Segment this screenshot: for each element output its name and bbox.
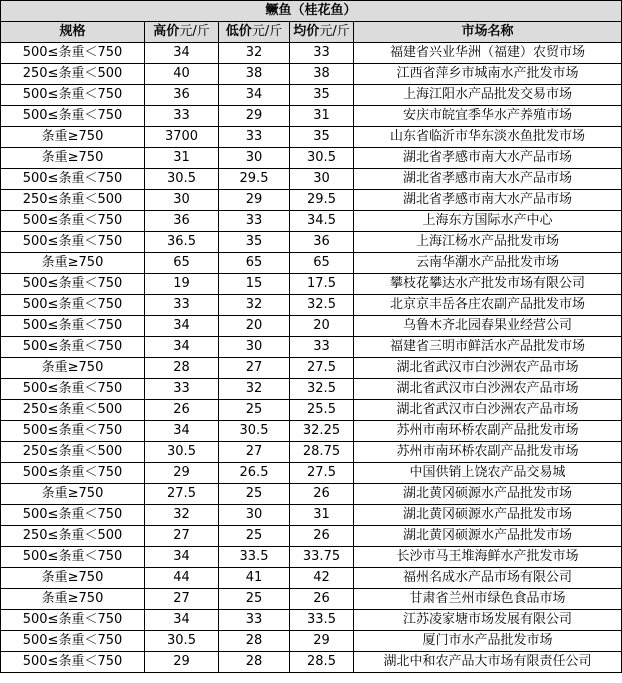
cell-market: 湖北黄冈硕源水产品批发市场 [354,505,622,526]
header-spec-label: 规格 [59,24,86,39]
cell-low: 33 [219,127,290,148]
cell-market: 湖北省孝感市南大水产品市场 [354,190,622,211]
cell-low: 33.5 [219,547,290,568]
cell-high: 3700 [145,127,219,148]
cell-high: 27.5 [145,484,219,505]
cell-spec: 500≤条重＜750 [1,211,145,232]
cell-high: 40 [145,64,219,85]
cell-market: 攀枝花攀达水产批发市场有限公司 [354,274,622,295]
cell-market: 云南华潮水产品批发市场 [354,253,622,274]
cell-market: 北京京丰岳各庄农副产品批发市场 [354,295,622,316]
cell-spec: 条重≥750 [1,253,145,274]
cell-avg: 20 [290,316,354,337]
cell-high: 34 [145,421,219,442]
table-title: 鳜鱼（桂花鱼） [1,1,622,22]
cell-high: 27 [145,589,219,610]
cell-spec: 500≤条重＜750 [1,274,145,295]
cell-low: 35 [219,232,290,253]
cell-spec: 500≤条重＜750 [1,463,145,484]
cell-market: 湖北黄冈硕源水产品批发市场 [354,484,622,505]
cell-low: 20 [219,316,290,337]
cell-market: 长沙市马王堆海鲜水产批发市场 [354,547,622,568]
table-row [1,43,622,64]
cell-avg: 33 [290,337,354,358]
cell-high: 34 [145,337,219,358]
cell-spec: 500≤条重＜750 [1,106,145,127]
cell-low: 30 [219,337,290,358]
cell-avg: 26 [290,484,354,505]
cell-high: 31 [145,148,219,169]
cell-high: 32 [145,505,219,526]
cell-low: 27 [219,358,290,379]
header-market [354,22,622,43]
cell-market: 湖北省武汉市白沙洲农产品市场 [354,379,622,400]
cell-spec: 250≤条重＜500 [1,64,145,85]
cell-avg: 31 [290,505,354,526]
cell-market: 上海江杨水产品批发市场 [354,232,622,253]
cell-avg: 33.75 [290,547,354,568]
cell-spec: 250≤条重＜500 [1,526,145,547]
cell-market: 湖北省孝感市南大水产品市场 [354,169,622,190]
cell-high: 30 [145,190,219,211]
cell-spec: 500≤条重＜750 [1,652,145,673]
header-avg [290,22,354,43]
cell-market: 山东省临沂市华东淡水鱼批发市场 [354,127,622,148]
cell-high: 19 [145,274,219,295]
cell-avg: 29.5 [290,190,354,211]
cell-high: 65 [145,253,219,274]
cell-spec: 500≤条重＜750 [1,379,145,400]
header-high-label: 高价 [153,24,180,39]
cell-spec: 250≤条重＜500 [1,190,145,211]
cell-avg: 26 [290,589,354,610]
cell-market: 湖北中和农产品大市场有限责任公司 [354,652,622,673]
table-row [1,253,622,274]
cell-low: 30 [219,148,290,169]
table-row [1,316,622,337]
header-low-unit: 元/斤 [251,24,283,39]
table-row [1,463,622,484]
cell-high: 34 [145,43,219,64]
cell-high: 30.5 [145,631,219,652]
cell-high: 30.5 [145,442,219,463]
cell-high: 34 [145,316,219,337]
table-row [1,652,622,673]
cell-avg: 29 [290,631,354,652]
cell-high: 33 [145,379,219,400]
table-row [1,589,622,610]
table-row [1,379,622,400]
cell-avg: 32.5 [290,295,354,316]
cell-avg: 30.5 [290,148,354,169]
table-row [1,505,622,526]
cell-low: 26.5 [219,463,290,484]
table-row [1,421,622,442]
cell-avg: 33 [290,43,354,64]
cell-spec: 500≤条重＜750 [1,610,145,631]
header-avg-label: 均价 [293,24,320,39]
cell-avg: 17.5 [290,274,354,295]
header-high [145,22,219,43]
cell-avg: 28.5 [290,652,354,673]
cell-low: 32 [219,379,290,400]
table-row [1,442,622,463]
cell-high: 36 [145,85,219,106]
cell-market: 福建省兴业华洲（福建）农贸市场 [354,43,622,64]
cell-market: 江西省萍乡市城南水产批发市场 [354,64,622,85]
cell-spec: 条重≥750 [1,127,145,148]
cell-market: 湖北省武汉市白沙洲农产品市场 [354,400,622,421]
header-market-label: 市场名称 [461,24,514,39]
cell-low: 34 [219,85,290,106]
cell-avg: 38 [290,64,354,85]
cell-spec: 500≤条重＜750 [1,316,145,337]
cell-market: 湖北省孝感市南大水产品市场 [354,148,622,169]
cell-spec: 500≤条重＜750 [1,547,145,568]
cell-spec: 条重≥750 [1,484,145,505]
header-row [1,22,622,43]
cell-low: 28 [219,631,290,652]
cell-avg: 27.5 [290,463,354,484]
table-row [1,85,622,106]
table-row [1,169,622,190]
cell-avg: 65 [290,253,354,274]
table-row [1,148,622,169]
cell-high: 27 [145,526,219,547]
cell-spec: 条重≥750 [1,589,145,610]
cell-low: 25 [219,526,290,547]
cell-spec: 条重≥750 [1,148,145,169]
cell-avg: 35 [290,85,354,106]
cell-spec: 500≤条重＜750 [1,505,145,526]
cell-low: 30.5 [219,421,290,442]
cell-market: 上海东方国际水产中心 [354,211,622,232]
cell-avg: 42 [290,568,354,589]
cell-spec: 条重≥750 [1,358,145,379]
cell-low: 25 [219,400,290,421]
cell-market: 苏州市南环桥农副产品批发市场 [354,421,622,442]
cell-spec: 500≤条重＜750 [1,85,145,106]
table-row [1,610,622,631]
cell-avg: 35 [290,127,354,148]
cell-market: 福州名成水产品市场有限公司 [354,568,622,589]
cell-market: 中国供销上饶农产品交易城 [354,463,622,484]
table-row [1,631,622,652]
cell-market: 苏州市南环桥农副产品批发市场 [354,442,622,463]
cell-spec: 250≤条重＜500 [1,400,145,421]
table-row [1,190,622,211]
title-row [1,1,622,22]
table-row [1,232,622,253]
cell-high: 33 [145,295,219,316]
cell-spec: 条重≥750 [1,568,145,589]
cell-avg: 33.5 [290,610,354,631]
cell-high: 26 [145,400,219,421]
table-row [1,547,622,568]
cell-avg: 32.25 [290,421,354,442]
cell-avg: 25.5 [290,400,354,421]
cell-low: 33 [219,211,290,232]
cell-low: 41 [219,568,290,589]
cell-low: 25 [219,484,290,505]
cell-market: 江苏凌家塘市场发展有限公司 [354,610,622,631]
table-row [1,64,622,85]
table-body [1,43,622,673]
cell-low: 30 [219,505,290,526]
cell-high: 34 [145,610,219,631]
cell-high: 44 [145,568,219,589]
cell-low: 25 [219,589,290,610]
cell-low: 32 [219,43,290,64]
table-row [1,106,622,127]
cell-avg: 30 [290,169,354,190]
cell-high: 33 [145,106,219,127]
cell-low: 15 [219,274,290,295]
cell-spec: 500≤条重＜750 [1,421,145,442]
table-row [1,400,622,421]
cell-spec: 500≤条重＜750 [1,337,145,358]
cell-avg: 32.5 [290,379,354,400]
cell-avg: 36 [290,232,354,253]
header-avg-unit: 元/斤 [319,24,350,39]
cell-avg: 28.75 [290,442,354,463]
cell-avg: 31 [290,106,354,127]
cell-spec: 500≤条重＜750 [1,232,145,253]
cell-high: 29 [145,652,219,673]
cell-low: 38 [219,64,290,85]
cell-market: 福建省三明市鲜活水产品批发市场 [354,337,622,358]
cell-market: 湖北省武汉市白沙洲农产品市场 [354,358,622,379]
cell-low: 29 [219,190,290,211]
table-row [1,526,622,547]
cell-spec: 250≤条重＜500 [1,442,145,463]
header-low-label: 低价 [225,24,252,39]
cell-high: 34 [145,547,219,568]
cell-market: 乌鲁木齐北园春果业经营公司 [354,316,622,337]
table-row [1,484,622,505]
cell-high: 29 [145,463,219,484]
header-high-unit: 元/斤 [179,24,210,39]
cell-low: 65 [219,253,290,274]
cell-low: 28 [219,652,290,673]
cell-avg: 34.5 [290,211,354,232]
cell-low: 29.5 [219,169,290,190]
cell-spec: 500≤条重＜750 [1,169,145,190]
table-row [1,295,622,316]
table-row [1,358,622,379]
table-row [1,127,622,148]
cell-high: 36 [145,211,219,232]
cell-spec: 500≤条重＜750 [1,631,145,652]
cell-high: 36.5 [145,232,219,253]
cell-high: 30.5 [145,169,219,190]
table-row [1,274,622,295]
table-row [1,568,622,589]
cell-low: 32 [219,295,290,316]
cell-avg: 27.5 [290,358,354,379]
cell-low: 29 [219,106,290,127]
cell-spec: 500≤条重＜750 [1,295,145,316]
table-row [1,211,622,232]
cell-spec: 500≤条重＜750 [1,43,145,64]
cell-low: 27 [219,442,290,463]
cell-low: 33 [219,610,290,631]
cell-avg: 26 [290,526,354,547]
cell-market: 厦门市水产品批发市场 [354,631,622,652]
table-row [1,337,622,358]
cell-market: 安庆市皖宜季华水产养殖市场 [354,106,622,127]
header-spec [1,22,145,43]
cell-market: 湖北黄冈硕源水产品批发市场 [354,526,622,547]
cell-market: 甘肃省兰州市绿色食品市场 [354,589,622,610]
cell-market: 上海江阳水产品批发交易市场 [354,85,622,106]
header-low [219,22,290,43]
cell-high: 28 [145,358,219,379]
